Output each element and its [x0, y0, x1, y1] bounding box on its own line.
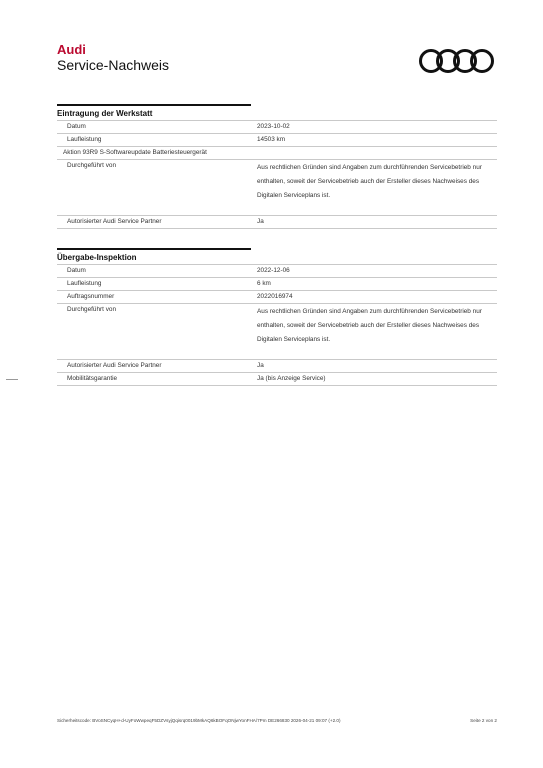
row-label: Datum	[67, 123, 86, 130]
section-title: Eintragung der Werkstatt	[57, 104, 251, 120]
table-row	[57, 277, 497, 290]
row-label: Auftragsnummer	[67, 293, 115, 300]
row-label: Durchgeführt von	[67, 162, 117, 169]
row-label: Laufleistung	[67, 136, 102, 143]
table-row	[57, 359, 497, 372]
row-label: Mobilitätsgarantie	[67, 374, 118, 382]
row-value: Ja (bis Anzeige Service)	[257, 374, 326, 382]
section-werkstatt	[57, 104, 497, 229]
page-number: Seite 2 von 2	[470, 718, 497, 723]
table-row	[57, 290, 497, 303]
table-row	[57, 215, 497, 229]
row-value: Aus rechtlichen Gründen sind Angaben zum durchführenden Servicebetrieb nur enthalten, soweit der Servicebetrieb auch der Ersteller dieses Nachweises des Digitalen Serviceplans ist.	[257, 308, 482, 344]
table-row	[57, 303, 497, 359]
row-label: Autorisierter Audi Service Partner	[67, 217, 162, 225]
row-value: 2022-12-06	[257, 267, 290, 274]
row-value: 6 km	[257, 280, 271, 287]
security-code: Sicherheitscode: BVoSNCyqH+d-UyFoWwpeqF5DZVsyjQqisrq0019bMkAQ6kBOFqONjwYonFHA/7Pm DE266830 2026-04-21 09:07 (+2.0)	[57, 718, 341, 723]
table-row	[57, 120, 497, 133]
document-title: Service-Nachweis	[57, 57, 170, 73]
row-label: Laufleistung	[67, 280, 102, 287]
row-value: Ja	[257, 361, 264, 369]
table-row	[57, 264, 497, 277]
row-value: 2023-10-02	[257, 123, 290, 130]
table-row	[57, 133, 497, 146]
row-value: Ja	[257, 217, 264, 225]
row-value	[207, 147, 497, 159]
row-label: Datum	[67, 267, 86, 274]
row-value: Aus rechtlichen Gründen sind Angaben zum durchführenden Servicebetrieb nur enthalten, soweit der Servicebetrieb auch der Ersteller dieses Nachweises des Digitalen Serviceplans ist.	[257, 164, 482, 200]
row-value: 2022016974	[257, 293, 293, 300]
section-title: Übergabe-Inspektion	[57, 248, 251, 264]
table-row	[57, 146, 497, 159]
brand-name: Audi	[57, 42, 86, 57]
row-value: 14503 km	[257, 136, 286, 143]
page-footer	[57, 718, 497, 723]
row-label: Durchgeführt von	[67, 306, 117, 313]
audi-rings-icon	[418, 46, 498, 76]
row-label: Aktion 93R9 S-Softwareupdate Batteriesteuergerät	[63, 149, 207, 156]
table-row	[57, 372, 497, 386]
table-row	[57, 159, 497, 215]
row-label: Autorisierter Audi Service Partner	[67, 361, 162, 369]
section-uebergabe-inspektion	[57, 248, 497, 386]
fold-mark	[6, 379, 18, 380]
